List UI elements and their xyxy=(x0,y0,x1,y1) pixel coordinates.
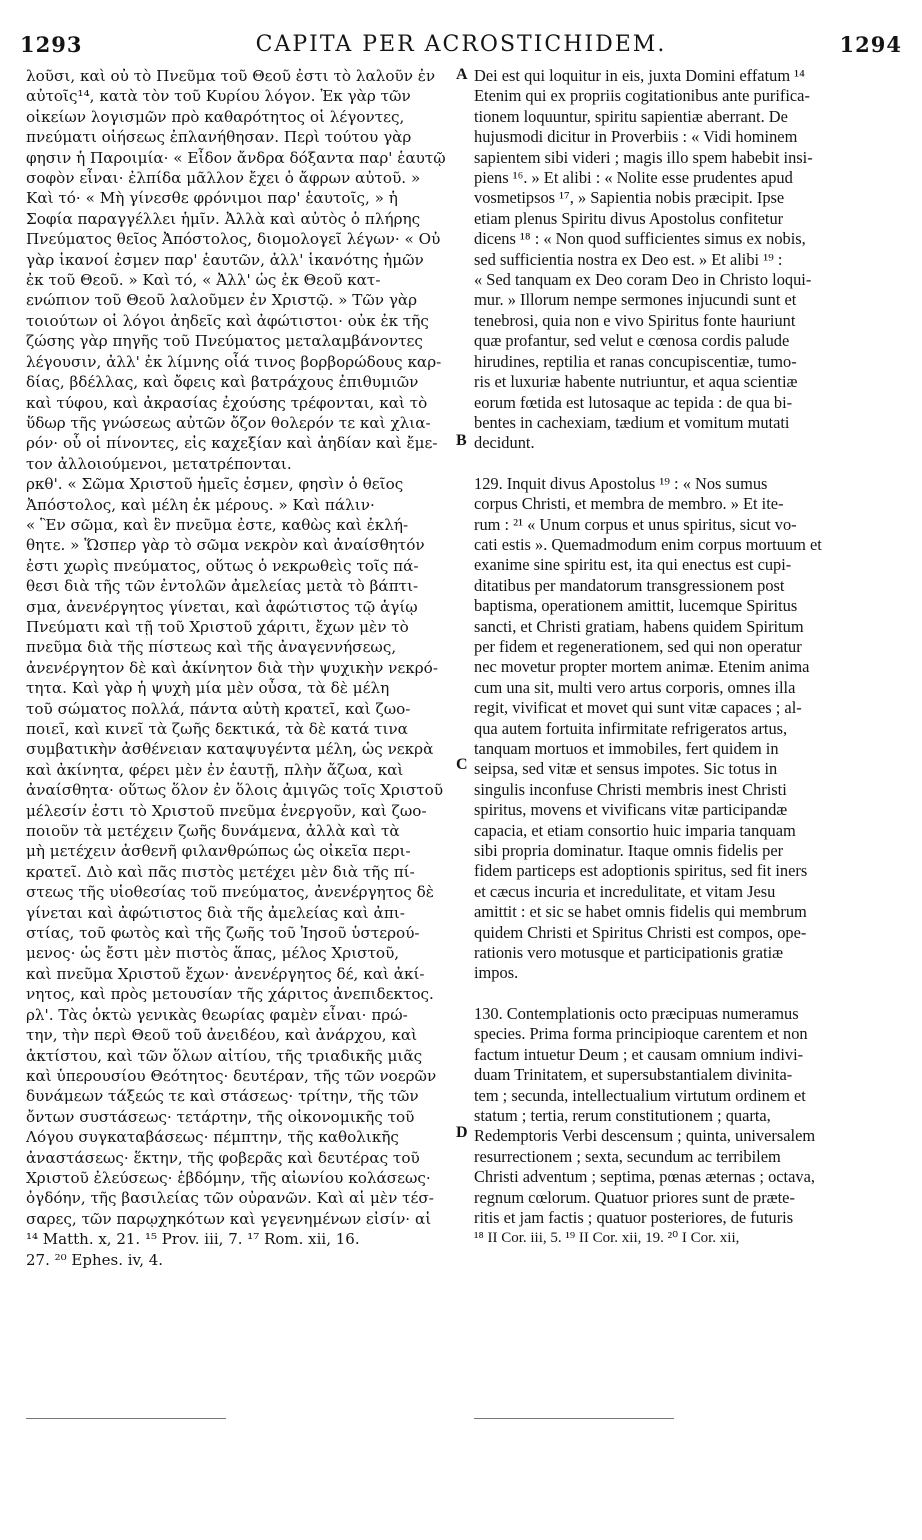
latin-text-line: qua autem fortuita infirmitate refrigeratos artus, xyxy=(474,718,788,738)
latin-text-line: Dei est qui loquitur in eis, juxta Domini effatum ¹⁴ xyxy=(474,66,805,85)
latin-text-line: sibi propria dominatur. Itaque omnis fidelis per xyxy=(474,841,784,861)
running-title: CAPITA PER ACROSTICHIDEM. xyxy=(255,32,667,57)
latin-text-line: statum ; tertia, rerum constitutionem ; quarta, xyxy=(474,1105,771,1125)
latin-text-line: baptisma, operationem amittit, lucemque Spiritus xyxy=(474,596,798,616)
latin-text-line: cum una sit, multi vero artus corporis, omnes illa xyxy=(474,677,796,697)
greek-text-line: πνεύματι οἰήσεως ἐπλανήθησαν. Περὶ τούτου γὰρ xyxy=(26,128,412,147)
latin-text-line: ritis et jam factis ; quatuor posteriores, de futuris xyxy=(474,1207,794,1227)
latin-text-line: tanquam mortuos et immobiles, fert quidem in xyxy=(474,739,779,758)
greek-text-line: Χριστοῦ ἐλεύσεως· ἑβδόμην, τῆς αἰωνίου κολάσεως· xyxy=(26,1168,431,1187)
latin-text-line: cati estis ». Quemadmodum enim corpus mortuum et xyxy=(474,534,822,554)
greek-text-line: θεσι διὰ τῆς τῶν ἐντολῶν ἀμελείας μετὰ τὸ βάπτι- xyxy=(26,577,419,596)
greek-text-line: ὄντων συστάσεως· τετάρτην, τῆς οἰκονομικῆς τοῦ xyxy=(26,1107,415,1126)
latin-footnote: ¹⁸ II Cor. iii, 5. ¹⁹ II Cor. xii, 19. ²⁰ I Cor. xii, xyxy=(474,1230,740,1247)
page-number-right: 1294 xyxy=(839,32,902,57)
greek-text-line: οἰκείων λογισμῶν πρὸ καθαρότητος οἱ λέγοντες, xyxy=(26,107,405,126)
greek-text-line: ζώσης γὰρ πηγῆς τοῦ Πνεύματος μεταλαμβάνοντες xyxy=(26,332,423,351)
latin-text-line: tenebrosi, quia non e vivo Spiritus fonte hauriunt xyxy=(474,310,796,330)
greek-text-line: Καὶ τό· « Μὴ γίνεσθε φρόνιμοι παρ' ἑαυτοῖς, » ἡ xyxy=(26,189,398,208)
greek-text-line: τοῦ σώματος πολλά, πάντα αὐτὴ κρατεῖ, καὶ ζωο- xyxy=(26,699,411,718)
latin-text-line: corpus Christi, et membra de membro. » Et ite- xyxy=(474,494,784,514)
greek-text-line: τητα. Καὶ γὰρ ἡ ψυχὴ μία μὲν οὖσα, τὰ δὲ μέλη xyxy=(26,679,390,698)
margin-marker-d: D xyxy=(456,1124,468,1141)
greek-text-line: Λόγου συγκαταβάσεως· πέμπτην, τῆς καθολικῆς xyxy=(26,1128,399,1147)
latin-text-line: tem ; secunda, intellectualium virtutum ordinem et xyxy=(474,1085,806,1105)
greek-text-line: ἀνενέργητον δὲ καὶ ἀκίνητον διὰ τὴν ψυχικὴν νεκρό- xyxy=(26,658,438,677)
latin-text-line: 130. Contemplationis octo præcipuas numeramus xyxy=(474,1003,799,1023)
latin-text-line: seipsa, sed vitæ et sensus impotes. Sic totus in xyxy=(474,759,778,779)
latin-text-line: « Sed tanquam ex Deo coram Deo in Christo loqui- xyxy=(474,270,812,290)
footnote-rule-right xyxy=(474,1418,674,1419)
margin-marker-c: C xyxy=(456,756,468,773)
greek-footnote: 27. ²⁰ Ephes. iv, 4. xyxy=(26,1250,164,1269)
greek-text-line: ὕδωρ τῆς γνώσεως αὐτῶν ὄζον θολερόν τε καὶ χλια- xyxy=(26,413,431,432)
greek-text-line: την, τὴν περὶ Θεοῦ τοῦ ἀνειδέου, καὶ ἀνάρχου, καὶ xyxy=(26,1026,418,1045)
latin-text-line: regit, vivificat et movet qui sunt vitæ capaces ; al- xyxy=(474,698,802,718)
latin-text-line: exanime sine spiritu est, ita qui enectus est cupi- xyxy=(474,555,792,575)
latin-text-line: sancti, et Christi gratiam, habens quidem Spiritum xyxy=(474,616,804,636)
greek-text-line: δίας, βδέλλας, καὶ ὄφεις καὶ βατράχους ἐπιθυμιῶν xyxy=(26,373,419,392)
latin-text-line: Christi adventum ; septima, pœnas æternas ; octava, xyxy=(474,1167,815,1187)
latin-text-line: sapientem sibi videri ; magis illo spem habebit insi- xyxy=(474,147,813,167)
greek-text-line: ποιεῖ, καὶ κινεῖ τὰ ζωῆς δεκτικά, τὰ δὲ κατά τινα xyxy=(26,720,408,738)
greek-text-line: καὶ ὑπερουσίου Θεότητος· δευτέραν, τῆς τῶν νοερῶν xyxy=(26,1066,437,1085)
latin-text-line: Etenim qui ex propriis cogitationibus ante purifica- xyxy=(474,86,810,106)
latin-text-line: quæ profantur, sed velut e cœnosa cordis palude xyxy=(474,331,790,351)
latin-text-line: tionem loquuntur, spiritu sapientiæ aberrant. De xyxy=(474,106,788,126)
page-number-left: 1293 xyxy=(20,32,83,57)
greek-text-line: σμα, ἀνενέργητος γίνεται, καὶ ἀφώτιστος τῷ ἁγίῳ xyxy=(26,597,418,616)
greek-text-line: δυνάμεων τάξεώς τε καὶ στάσεως· τρίτην, τῆς τῶν xyxy=(26,1087,419,1106)
greek-text-line: ἀναστάσεως· ἕκτην, τῆς φοβερᾶς καὶ δευτέρας τοῦ xyxy=(26,1148,420,1167)
greek-text-line: θητε. » Ὥσπερ γὰρ τὸ σῶμα νεκρὸν καὶ ἀναίσθητόν xyxy=(26,536,425,555)
latin-column xyxy=(474,66,894,1249)
latin-text-line: hujusmodi dicitur in Proverbiis : « Vidi hominem xyxy=(474,127,798,147)
latin-text-line: vosmetipsos ¹⁷, » Sapientia nobis præcipit. Ipse xyxy=(474,188,785,208)
greek-text-line: ρλ'. Τὰς ὀκτὼ γενικὰς θεωρίας φαμὲν εἶναι· πρώ- xyxy=(26,1005,408,1024)
greek-footnote: ¹⁴ Matth. x, 21. ¹⁵ Prov. iii, 7. ¹⁷ Rom. xii, 16. xyxy=(26,1230,360,1249)
greek-text-line: στεως τῆς υἱοθεσίας τοῦ πνεύματος, ἀνενέργητος δὲ xyxy=(26,883,434,902)
latin-text-line: amittit : et sic se habet omnis fidelis qui membrum xyxy=(474,902,807,922)
latin-text-line: per fidem et regenerationem, sed qui non operatur xyxy=(474,636,802,656)
latin-text-line: duam Trinitatem, et supersubstantialem divinita- xyxy=(474,1065,793,1085)
latin-text-line: resurrectionem ; sexta, secundum ac terribilem xyxy=(474,1146,781,1166)
latin-text-line: capacia, et etiam consortio huic imparia tanquam xyxy=(474,820,796,840)
paragraph-gap xyxy=(474,454,894,474)
latin-text-line: rum : ²¹ « Unum corpus et unus spiritus, sicut vo- xyxy=(474,514,797,534)
greek-text-line: λοῦσι, καὶ οὐ τὸ Πνεῦμα τοῦ Θεοῦ ἐστι τὸ λαλοῦν ἐν xyxy=(26,67,436,85)
latin-text-line: regnum cœlorum. Quatuor priores sunt de præte- xyxy=(474,1187,795,1207)
greek-text-line: καὶ τύφου, καὶ ἀκρασίας ἐχούσης τρέφονται, καὶ τὸ xyxy=(26,393,428,412)
latin-text-line: sed sufficientia nostra ex Deo est. » Et alibi ¹⁹ : xyxy=(474,249,783,269)
latin-text-line: quidem Christi et Spiritus Christi est compos, ope- xyxy=(474,922,807,942)
greek-text-line: ενώπιον τοῦ Θεοῦ λαλοῦμεν ἐν Χριστῷ. » Τῶν γὰρ xyxy=(26,291,418,310)
latin-text-line: spiritus, movens et vivificans vitæ participandæ xyxy=(474,800,788,820)
greek-text-line: ἀκτίστου, καὶ τῶν ὅλων αἰτίου, τῆς τριαδικῆς μιᾶς xyxy=(26,1046,423,1065)
latin-text-line: fidem particeps est adoptionis spiritus, sed fit iners xyxy=(474,861,808,881)
greek-text-line: μέλεσίν ἐστι τὸ Χριστοῦ πνεῦμα ἐνεργοῦν, καὶ ζωο- xyxy=(26,801,427,820)
greek-text-line: καὶ ἀκίνητα, φέρει μὲν ἐν ἑαυτῇ, πλὴν ἄζωα, καὶ xyxy=(26,760,404,779)
greek-text-line: νητος, καὶ πρὸς μετουσίαν τῆς χάριτος ἀνεπιδεκτος. xyxy=(26,985,434,1004)
greek-text-line: ὀγδόην, τῆς βασιλείας τῶν οὐρανῶν. Καὶ αἱ μὲν τέσ- xyxy=(26,1189,434,1208)
greek-text-line: τον ἀλλοιούμενοι, μετατρέπονται. xyxy=(26,454,292,473)
greek-text-line: στίας, τοῦ φωτὸς καὶ τῆς ζωῆς τοῦ Ἰησοῦ ὑστερού- xyxy=(26,924,420,943)
latin-text-line: factum intuetur Deum ; et causam omnium indivi- xyxy=(474,1044,804,1064)
latin-text-line: hirudines, reptilia et ranas concupiscentiæ, tumo- xyxy=(474,351,797,371)
greek-text-line: πνεῦμα διὰ τῆς πίστεως καὶ τῆς ἀναγεννήσεως, xyxy=(26,638,397,657)
latin-text-line: ditatibus per mandatorum transgressionem post xyxy=(474,575,785,595)
greek-text-line: γὰρ ἱκανοί ἐσμεν παρ' ἑαυτῶν, ἀλλ' ἱκανότης ἡμῶν xyxy=(26,250,424,269)
greek-text-line: γίνεται καὶ ἀφώτιστος διὰ τῆς ἀμελείας καὶ ἀπι- xyxy=(26,903,405,922)
latin-text-line: species. Prima forma principioque carentem et non xyxy=(474,1024,808,1044)
margin-marker-b: B xyxy=(456,432,467,449)
greek-text-line: σοφὸν εἶναι· ἐλπίδα μᾶλλον ἔχει ὁ ἄφρων αὐτοῦ. » xyxy=(26,169,421,188)
greek-text-line: « Ἓν σῶμα, καὶ ἓν πνεῦμα ἐστε, καθὼς καὶ ἐκλή- xyxy=(26,515,409,534)
greek-text-line: φησιν ἡ Παροιμία· « Εἶδον ἄνδρα δόξαντα παρ' ἑαυτῷ xyxy=(26,148,446,167)
latin-text-line: mur. » Illorum nempe sermones injucundi sunt et xyxy=(474,290,797,310)
greek-text-line: κρατεῖ. Διὸ καὶ πᾶς πιστὸς μετέχει μὲν διὰ τῆς πί- xyxy=(26,862,415,881)
latin-text-line: etiam plenus Spiritu divus Apostolus confitetur xyxy=(474,208,784,228)
greek-text-line: μὴ μετέχειν ἀσθενῆ φιλανθρώπως ὡς οἰκεῖα περι- xyxy=(26,842,411,861)
margin-marker-a: A xyxy=(456,66,468,83)
latin-text-line: rationis vero motusque et participationis gratiæ xyxy=(474,943,784,963)
greek-text-line: σαρες, τῶν παρῳχηκότων καὶ γεγενημένων εἰσίν· αἱ xyxy=(26,1209,432,1228)
latin-text-line: eorum fœtida est lutosaque ac tepida : de qua bi- xyxy=(474,392,793,412)
greek-text-line: ἐκ τοῦ Θεοῦ. » Καὶ τό, « Ἀλλ' ὡς ἐκ Θεοῦ κατ- xyxy=(26,271,381,290)
greek-text-line: Πνεύματι καὶ τῇ τοῦ Χριστοῦ χάριτι, ἔχων μὲν τὸ xyxy=(26,617,409,636)
page-header xyxy=(0,24,922,64)
latin-text-line: 129. Inquit divus Apostolus ¹⁹ : « Nos sumus xyxy=(474,473,768,493)
latin-text-line: bentes in cachexiam, tædium et vomitum mutati xyxy=(474,412,790,432)
paragraph-gap xyxy=(474,984,894,1004)
greek-text-line: Πνεύματος θεῖος Ἀπόστολος, διομολογεῖ λέγων· « Οὐ xyxy=(26,230,441,249)
greek-text-line: συμβατικὴν ἀσθένειαν καταψυγέντα μέλη, ὡς νεκρὰ xyxy=(26,740,434,759)
greek-text-line: ρόν· οὗ οἱ πίνοντες, εἰς καχεξίαν καὶ ἀηδίαν καὶ ἔμε- xyxy=(26,434,438,453)
latin-text-line: et cæcus incuria et incredulitate, et vitam Jesu xyxy=(474,881,776,901)
latin-text-line: singulis inconfuse Christi membris inest Christi xyxy=(474,779,787,799)
greek-text-line: Ἀπόστολος, καὶ μέλη ἐκ μέρους. » Καὶ πάλιν· xyxy=(26,495,375,514)
latin-text-line: impos. xyxy=(474,963,519,983)
latin-text-line: piens ¹⁶. » Et alibi : « Nolite esse prudentes apud xyxy=(474,168,793,188)
greek-text-line: Σοφία παραγγέλλει ἡμῖν. Ἀλλὰ καὶ αὐτὸς ὁ πλήρης xyxy=(26,209,421,228)
latin-text-line: dicens ¹⁸ : « Non quod sufficientes simus ex nobis, xyxy=(474,229,806,249)
greek-text-line: ἐστι χωρὶς πνεύματος, οὕτως ὁ νεκρωθεὶς τοῖς πά- xyxy=(26,556,419,575)
footnote-rule-left xyxy=(26,1418,226,1419)
greek-text-line: καὶ πνεῦμα Χριστοῦ ἔχων· ἀνενέργητος δέ, καὶ ἀκί- xyxy=(26,964,425,983)
greek-column xyxy=(26,66,458,1270)
latin-text-line: decidunt. xyxy=(474,433,535,453)
greek-text-line: λέγουσιν, ἀλλ' ἐκ λίμνης οἷά τινος βορβορώδους καρ- xyxy=(26,352,442,371)
greek-text-line: ἀναίσθητα· οὕτως ὅλον ἐν ὅλοις ἀμιγῶς τοῖς Χριστοῦ xyxy=(26,781,444,800)
greek-text-line: ρκθ'. « Σῶμα Χριστοῦ ἡμεῖς ἐσμεν, φησὶν ὁ θεῖος xyxy=(26,475,404,494)
greek-text-line: μενος· ὡς ἔστι μὲν πιστὸς ἅπας, μέλος Χριστοῦ, xyxy=(26,944,400,963)
latin-text-line: Redemptoris Verbi descensum ; quinta, universalem xyxy=(474,1126,816,1146)
greek-text-line: αὐτοῖς¹⁴, κατὰ τὸν τοῦ Κυρίου λόγον. Ἐκ γὰρ τῶν xyxy=(26,87,411,106)
latin-text-line: nec movetur propter mortem animæ. Etenim anima xyxy=(474,657,810,677)
latin-text-line: ris et luxuriæ habente nutriuntur, et aqua scientiæ xyxy=(474,372,798,392)
greek-text-line: τοιούτων οἱ λόγοι ἀηδεῖς καὶ ἀφώτιστοι· οὐκ ἐκ τῆς xyxy=(26,311,429,330)
greek-text-line: ποιοῦν τὰ μετέχειν ζωῆς δυνάμενα, ἀλλὰ καὶ τὰ xyxy=(26,822,400,841)
